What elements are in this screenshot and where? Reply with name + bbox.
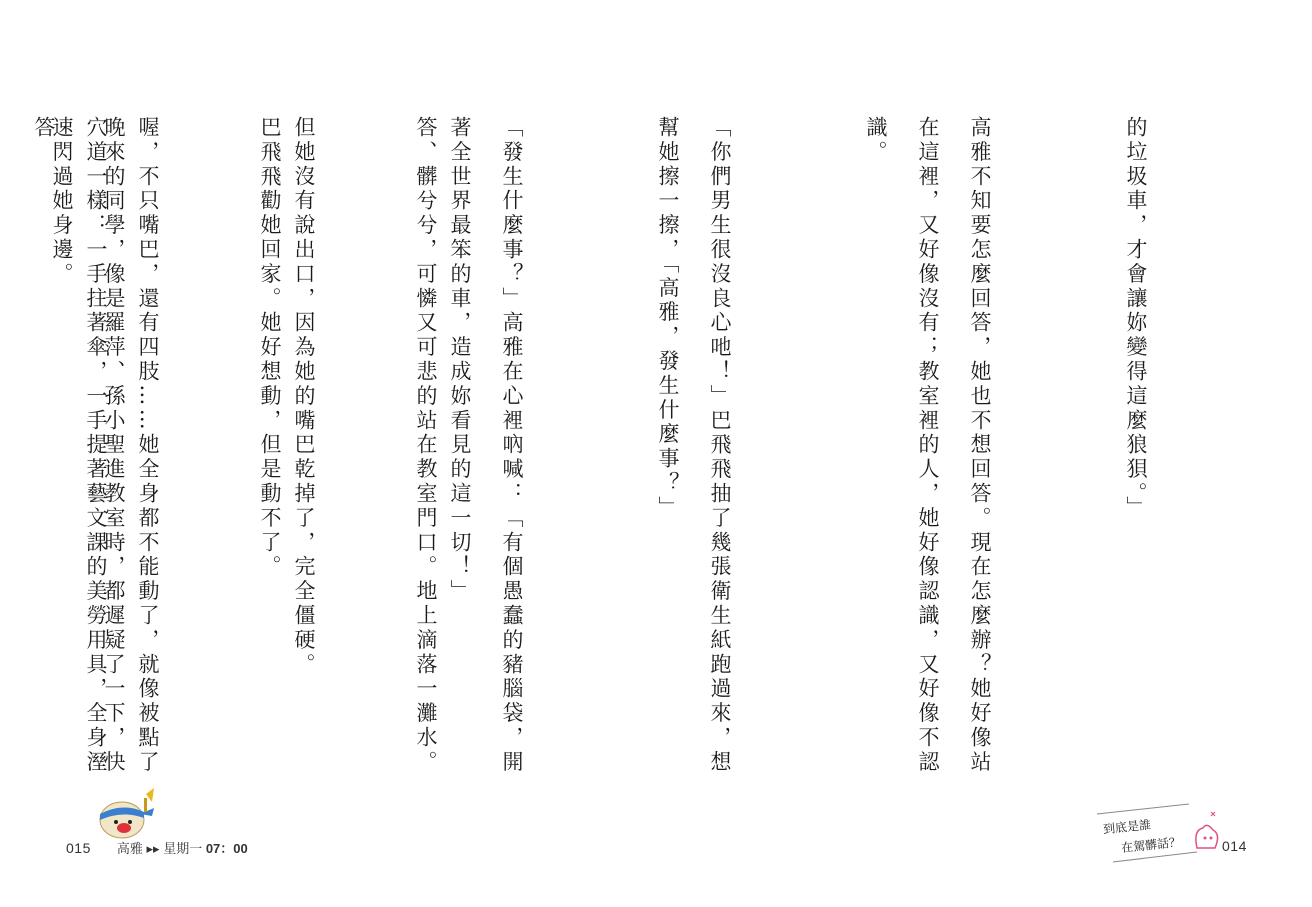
paragraph: 答、髒兮兮，可憐又可悲的站在教室門口。地上滴落一灘水。 <box>414 116 438 775</box>
running-head <box>117 838 248 857</box>
paragraph: 喔，不只嘴巴，還有四肢……她全身都不能動了，就像被點了穴道一樣：一手拄著傘，一手提著藝文課的美勞用具，全身溼答 <box>32 116 160 775</box>
stamp-line-2: 在駕髒話？ <box>1120 834 1182 856</box>
running-head-arrows: ▸▸ <box>146 841 160 856</box>
paragraph: 高雅不知要怎麼回答，她也不想回答。現在怎麼辦？她好像站在這裡，又好像沒有；教室裡的人，她好像認識，又好像不認識。 <box>864 116 992 775</box>
paragraph: 的垃圾車，才會讓妳變得這麼狼狽。」 <box>1124 116 1148 521</box>
running-head-time: 07：00 <box>205 841 248 856</box>
paragraph: 巴飛飛勸她回家。她好想動，但是動不了。 <box>258 116 282 580</box>
running-head-day: 星期一 <box>163 841 203 856</box>
paragraph: 「發生什麼事？」高雅在心裡吶喊：「有個愚蠢的豬腦袋，開著全世界最笨的車，造成妳看見的這一切！」 <box>448 116 524 775</box>
running-head-name: 高雅 <box>116 841 143 856</box>
paragraph: 「你們男生很沒良心吔！」巴飛飛抽了幾張衛生紙跑過來，想幫她擦一擦，「高雅，發生什麼事？」 <box>656 116 732 775</box>
page-number: 014 <box>1222 838 1247 854</box>
page-number: 015 <box>66 839 91 856</box>
paragraph: 但她沒有說出口，因為她的嘴巴乾掉了，完全僵硬。 <box>292 116 316 678</box>
stamp-line-1: 到底是誰 <box>1102 817 1152 837</box>
paragraph: 晚來的同學，像是羅萍、孫小聖進教室時，都遲疑了一下，快速閃過她身邊。 <box>50 116 126 775</box>
left-footer <box>66 838 248 857</box>
chapter-title-stamp <box>1093 800 1223 870</box>
